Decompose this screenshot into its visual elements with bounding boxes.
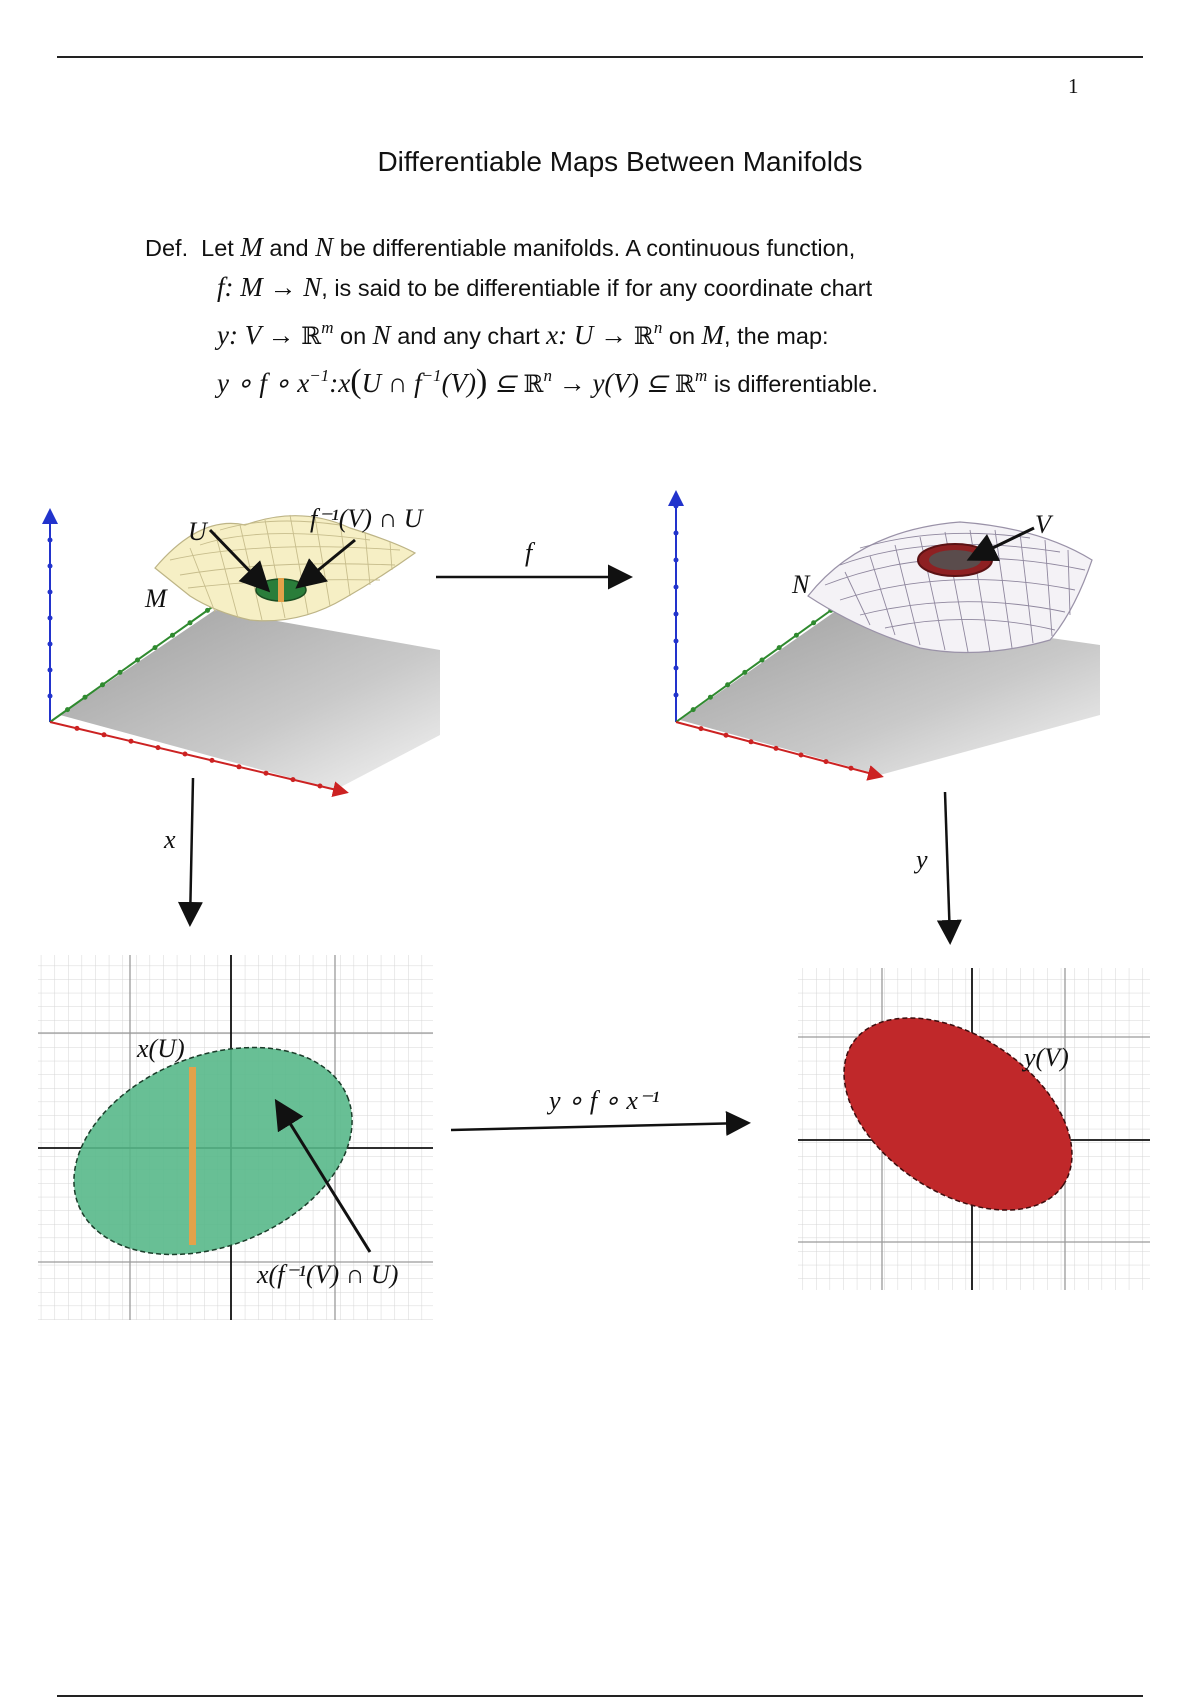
label-V: V [1035, 510, 1051, 539]
axis-tick [65, 707, 70, 712]
axis-tick [742, 670, 747, 675]
symbol-reals: ℝ [523, 370, 544, 398]
label-y: y [916, 845, 928, 874]
symbol-M: M [240, 232, 263, 262]
symbol-y: y [217, 320, 229, 350]
axis-tick [48, 616, 53, 621]
exponent-m: m [321, 318, 334, 337]
codomain: → y(V) ⊆ [551, 368, 676, 398]
bottom-rule [57, 1695, 1143, 1697]
axis-tick [799, 753, 804, 758]
label-composition: y ∘ f ∘ x⁻¹ [549, 1086, 660, 1115]
label-preimage: f⁻¹(V) ∩ U [310, 504, 423, 533]
symbol-M: M [701, 320, 725, 350]
axis-tick [205, 608, 210, 613]
axis-tick [674, 612, 679, 617]
axis-tick [188, 620, 193, 625]
label-U: U [188, 517, 207, 546]
exponent-m: m [695, 366, 708, 385]
symbol-f: f [217, 272, 225, 302]
intersection: U ∩ f [361, 368, 422, 398]
axis-tick [237, 764, 242, 769]
arrow-y [945, 792, 950, 940]
def-text: , the map: [724, 323, 829, 349]
axis-tick [699, 726, 704, 731]
label-x: x [164, 825, 176, 854]
axis-tick [48, 538, 53, 543]
exponent-inverse: −1 [421, 366, 442, 385]
axis-tick [708, 695, 713, 700]
axis-tick [774, 746, 779, 751]
axis-tick [811, 620, 816, 625]
axis-tick [118, 670, 123, 675]
axis-tick [674, 585, 679, 590]
axis-tick [794, 633, 799, 638]
exponent-n: n [653, 318, 663, 337]
axis-tick [777, 645, 782, 650]
exponent-inverse: −1 [309, 366, 330, 385]
axis-tick [153, 645, 158, 650]
axis-tick [291, 777, 296, 782]
axis-tick [725, 682, 730, 687]
symbol-x: x [546, 320, 559, 350]
def-text: on [668, 323, 696, 349]
axis-tick [674, 558, 679, 563]
arrow-composition [451, 1123, 746, 1130]
axis-tick [674, 666, 679, 671]
axis-tick [824, 759, 829, 764]
def-text: Let [201, 235, 234, 261]
manifold-N-plot [674, 494, 1101, 776]
symbol-reals: ℝ [675, 370, 695, 398]
region-V-inner [929, 550, 981, 570]
axis-tick [749, 739, 754, 744]
axis-tick [135, 658, 140, 663]
axis-tick [170, 633, 175, 638]
axis-tick [48, 564, 53, 569]
symbol-reals: ℝ [301, 322, 322, 350]
def-text: be differentiable manifolds. A continuous function, [339, 235, 856, 261]
axis-tick [210, 758, 215, 763]
axis-tick [48, 590, 53, 595]
set-V: (V) [441, 368, 477, 398]
map-f: : M → N [224, 272, 322, 302]
arrow-x [190, 778, 193, 922]
axis-tick [674, 693, 679, 698]
label-x-preimage: x(f⁻¹(V) ∩ U) [257, 1260, 399, 1289]
label-N: N [792, 570, 810, 599]
axis-tick [102, 732, 107, 737]
symbol-reals: ℝ [633, 322, 654, 350]
def-prefix: Def. [145, 235, 189, 261]
exponent-n: n [543, 366, 552, 385]
preimage-strip [278, 578, 284, 602]
def-text: is differentiable. [713, 371, 878, 397]
paren-left: ( [350, 363, 362, 400]
paren-right: ) [476, 363, 488, 400]
axis-tick [100, 682, 105, 687]
axis-tick [129, 739, 134, 744]
axis-tick [318, 784, 323, 789]
composition: y ∘ f ∘ x [217, 368, 310, 398]
symbol-N: N [315, 232, 334, 262]
axis-tick [183, 752, 188, 757]
page-title: Differentiable Maps Between Manifolds [377, 146, 863, 177]
chart-y-plane [798, 968, 1150, 1290]
axis-tick [156, 745, 161, 750]
axis-tick [75, 726, 80, 731]
map-y: : V → [228, 320, 302, 350]
axis-tick [264, 771, 269, 776]
axis-tick [48, 694, 53, 699]
def-text: and any chart [397, 323, 540, 349]
axis-tick [691, 707, 696, 712]
label-f: f [525, 538, 533, 567]
def-text: and [269, 235, 309, 261]
axis-tick [674, 504, 679, 509]
def-text: on [340, 323, 367, 349]
map-x: : U → [558, 320, 634, 350]
manifold-M-plot [48, 504, 441, 792]
axis-tick [674, 639, 679, 644]
domain-x: :x [329, 368, 351, 398]
axis-tick [83, 695, 88, 700]
subset: ⊆ [487, 368, 524, 398]
symbol-N: N [372, 320, 391, 350]
chart-x-plane [38, 955, 433, 1320]
axis-tick [674, 531, 679, 536]
label-M: M [145, 584, 167, 613]
axis-tick [48, 668, 53, 673]
ground-shadow [60, 610, 440, 790]
label-xU: x(U) [137, 1034, 185, 1063]
axis-tick [48, 642, 53, 647]
page-number: 1 [1068, 74, 1079, 98]
axis-tick [724, 733, 729, 738]
label-yV: y(V) [1024, 1043, 1069, 1072]
axis-tick [760, 658, 765, 663]
def-text: , is said to be differentiable if for any coordinate chart [321, 275, 873, 301]
strip-x-preimage [189, 1067, 196, 1245]
axis-tick [849, 766, 854, 771]
